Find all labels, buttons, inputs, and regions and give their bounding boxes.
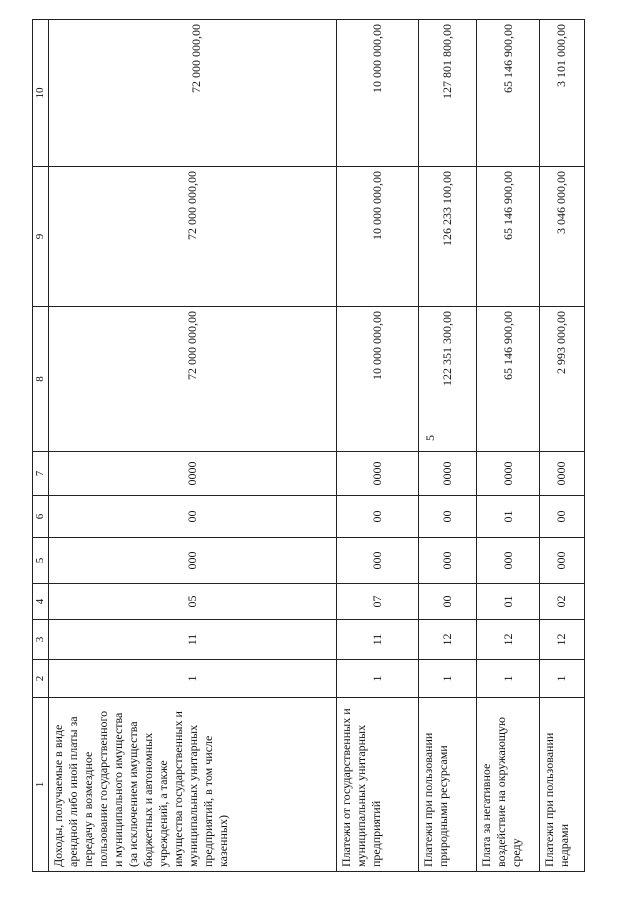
header-cell: 2: [33, 660, 49, 698]
page-number: 5: [423, 435, 437, 441]
code-cell: 000: [477, 538, 539, 584]
header-cell: 10: [33, 20, 49, 167]
budget-table: [32, 19, 585, 872]
table-row: [477, 20, 539, 872]
amount-cell: 3 101 000,00: [539, 20, 584, 167]
code-cell: 12: [419, 620, 477, 660]
code-cell: 0000: [49, 452, 337, 496]
table-row: [539, 20, 584, 872]
code-cell: 1: [419, 660, 477, 698]
code-cell: 12: [539, 620, 584, 660]
code-cell: 0000: [477, 452, 539, 496]
row-name-cell: Платежи от государственных и муниципальных унитарных предприятий: [337, 698, 419, 872]
amount-cell: 127 801 800,00: [419, 20, 477, 167]
code-cell: 01: [477, 584, 539, 620]
code-cell: 0000: [337, 452, 419, 496]
budget-table-rotated: [32, 20, 585, 872]
code-cell: 0000: [419, 452, 477, 496]
amount-cell: 72 000 000,00: [49, 307, 337, 452]
amount-cell: 10 000 000,00: [337, 20, 419, 167]
header-cell: 5: [33, 538, 49, 584]
table-row: [419, 20, 477, 872]
amount-cell: 2 993 000,00: [539, 307, 584, 452]
amount-cell: 72 000 000,00: [49, 167, 337, 307]
header-cell: 6: [33, 496, 49, 538]
code-cell: 000: [337, 538, 419, 584]
amount-cell: 126 233 100,00: [419, 167, 477, 307]
header-cell: 3: [33, 620, 49, 660]
amount-cell: 3 046 000,00: [539, 167, 584, 307]
code-cell: 00: [337, 496, 419, 538]
code-cell: 12: [477, 620, 539, 660]
header-cell: 8: [33, 307, 49, 452]
header-cell: 1: [33, 698, 49, 872]
amount-cell: 65 146 900,00: [477, 20, 539, 167]
code-cell: 00: [419, 584, 477, 620]
code-cell: 000: [49, 538, 337, 584]
amount-cell: 65 146 900,00: [477, 167, 539, 307]
code-cell: 07: [337, 584, 419, 620]
code-cell: 1: [539, 660, 584, 698]
code-cell: 01: [477, 496, 539, 538]
code-cell: 000: [539, 538, 584, 584]
code-cell: 00: [539, 496, 584, 538]
code-cell: 11: [49, 620, 337, 660]
amount-cell: 10 000 000,00: [337, 167, 419, 307]
row-name-cell: Платежи при пользовании недрами: [539, 698, 584, 872]
code-cell: 11: [337, 620, 419, 660]
amount-cell: 65 146 900,00: [477, 307, 539, 452]
table-row: [337, 20, 419, 872]
header-cell: 4: [33, 584, 49, 620]
code-cell: 0000: [539, 452, 584, 496]
code-cell: 05: [49, 584, 337, 620]
header-row: [33, 20, 49, 872]
amount-cell: 10 000 000,00: [337, 307, 419, 452]
row-name-cell: Плата за негативное воздействие на окружающую среду: [477, 698, 539, 872]
amount-cell: 122 351 300,00: [419, 307, 477, 452]
code-cell: 1: [477, 660, 539, 698]
amount-cell: 72 000 000,00: [49, 20, 337, 167]
code-cell: 1: [337, 660, 419, 698]
table-row: [49, 20, 337, 872]
code-cell: 1: [49, 660, 337, 698]
row-name-cell: Доходы, получаемые в виде арендной либо иной платы за передачу в возмездное пользование государственного и муниципального имущества (за исключением имущества бюджетных и автономных учреждений, а также имущества государственных и муниципальных унитарных предприятий, в том числе казенных): [49, 698, 337, 872]
header-cell: 9: [33, 167, 49, 307]
code-cell: 00: [419, 496, 477, 538]
code-cell: 00: [49, 496, 337, 538]
row-name-cell: Платежи при пользовании природными ресурсами: [419, 698, 477, 872]
header-cell: 7: [33, 452, 49, 496]
code-cell: 000: [419, 538, 477, 584]
code-cell: 02: [539, 584, 584, 620]
